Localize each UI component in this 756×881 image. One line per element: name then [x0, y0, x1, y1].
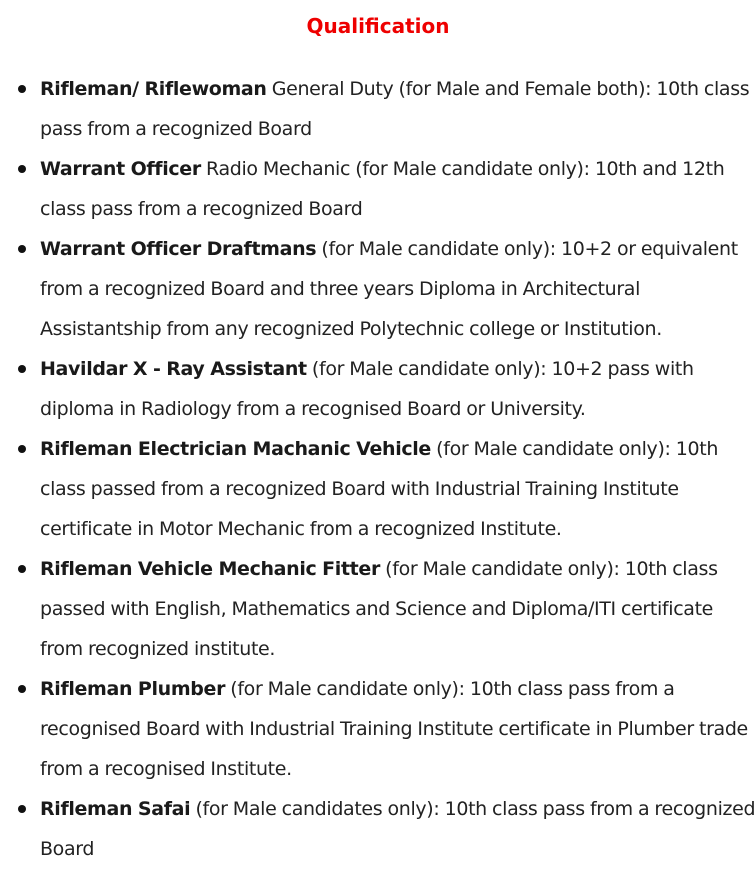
- bullet-icon: [18, 245, 26, 253]
- bullet-icon: [18, 565, 26, 573]
- bullet-icon: [18, 365, 26, 373]
- bullet-icon: [18, 445, 26, 453]
- role-requirement: General Duty (for Male and Female both): 10th class pass from a recognized Board: [40, 78, 750, 140]
- list-item: [0, 229, 756, 349]
- bullet-icon: [18, 805, 26, 813]
- role-name: Havildar X - Ray Assistant: [40, 358, 307, 380]
- role-name: Rifleman Safai: [40, 798, 191, 820]
- bullet-icon: [18, 85, 26, 93]
- list-item: [0, 549, 756, 669]
- bullet-icon: [18, 685, 26, 693]
- section-title: Qualification: [306, 14, 450, 38]
- role-requirement: (for Male candidate only): 10+2 pass with diploma in Radiology from a recognised Board or University.: [40, 358, 694, 420]
- role-requirement: Radio Mechanic (for Male candidate only): 10th and 12th class pass from a recognized Board: [40, 158, 725, 220]
- list-item: [0, 69, 756, 149]
- list-item: [0, 669, 756, 789]
- role-requirement: (for Male candidate only): 10th class pass from a recognised Board with Industrial Training Institute certificate in Plumber trade from a recognised Institute.: [40, 678, 748, 780]
- list-item: [0, 429, 756, 549]
- bullet-icon: [18, 165, 26, 173]
- role-requirement: (for Male candidate only): 10th class passed with English, Mathematics and Science and Diploma/ITI certificate from recognized institute.: [40, 558, 718, 660]
- qualification-list: [0, 69, 756, 869]
- role-name: Rifleman Vehicle Mechanic Fitter: [40, 558, 380, 580]
- role-requirement: (for Male candidate only): 10th class passed from a recognized Board with Industrial Training Institute certificate in Motor Mechanic from a recognized Institute.: [40, 438, 719, 540]
- role-name: Warrant Officer: [40, 158, 201, 180]
- role-name: Rifleman Electrician Machanic Vehicle: [40, 438, 431, 460]
- list-item: [0, 789, 756, 869]
- role-name: Rifleman Plumber: [40, 678, 226, 700]
- list-item: [0, 149, 756, 229]
- role-requirement: (for Male candidates only): 10th class pass from a recognized Board: [40, 798, 756, 860]
- role-requirement: (for Male candidate only): 10+2 or equivalent from a recognized Board and three years Diploma in Architectural Assistantship from any recognized Polytechnic college or Institution.: [40, 238, 738, 340]
- role-name: Rifleman/ Riflewoman: [40, 78, 267, 100]
- list-item: [0, 349, 756, 429]
- role-name: Warrant Officer Draftmans: [40, 238, 317, 260]
